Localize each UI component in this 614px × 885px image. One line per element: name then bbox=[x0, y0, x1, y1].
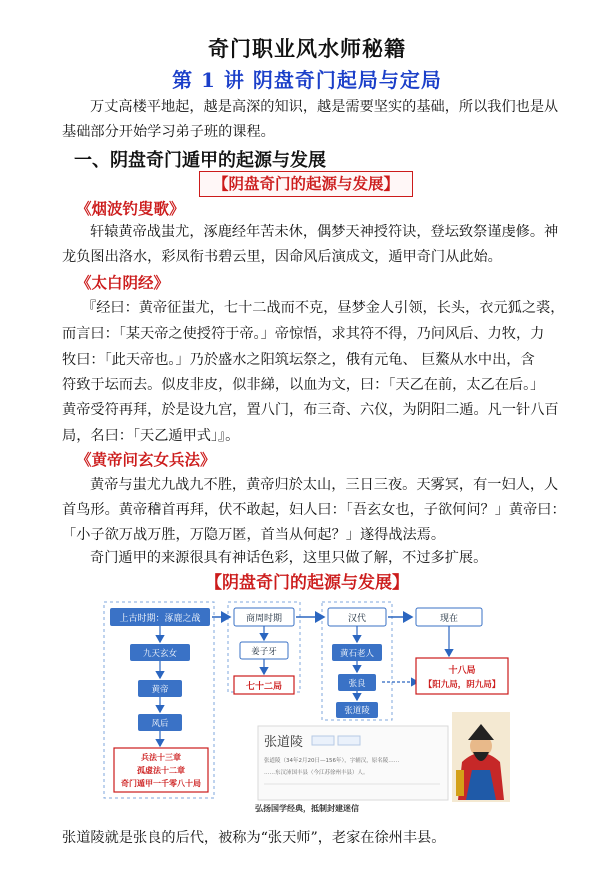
huangdi-text-3: 「小子欲万战万胜，万隐万匿，首当从何起？」遂得战法焉。 bbox=[62, 527, 446, 543]
taibai-text-4: 符致于坛而去。似皮非皮，似非綈，以血为文，曰：「天乙在前，太乙在后。」 bbox=[62, 377, 545, 393]
xuannv-label: 九天玄女 bbox=[142, 649, 178, 659]
yanbo-text-2: 龙负图出洛水，彩凤衔书碧云里，因命风后演成文，遁甲奇门从此始。 bbox=[62, 249, 502, 265]
intro-line-1: 万丈高楼平地起，越是高深的知识，越是需要坚实的基础，所以我们也是从 bbox=[90, 99, 559, 115]
now-result-2: 【阳九局，阴九局】 bbox=[423, 680, 501, 690]
intro-paragraph-cont bbox=[62, 120, 592, 145]
huangdi-text-1: 黄帝与蚩尤九战九不胜，黄帝归於太山，三日三夜。天雾冥，有一妇人，人 bbox=[90, 477, 559, 493]
intro-paragraph bbox=[62, 95, 592, 120]
stage-ancient-label: 上古时期：涿鹿之战 bbox=[119, 614, 201, 624]
huangdi-text-2: 首鸟形。黄帝稽首再拜，伏不敢起，妇人曰：「吾玄女也，子欲何问？」黄帝曰： bbox=[62, 502, 566, 518]
info-card-tag-2 bbox=[338, 736, 360, 745]
summary-line: 奇门遁甲的来源很具有神话色彩，这里只做了解，不过多扩展。 bbox=[90, 550, 488, 566]
info-card-line-2: ……东汉沛国丰县（今江苏徐州丰县）人。 bbox=[264, 770, 369, 776]
ancient-result-1: 兵法十三章 bbox=[141, 753, 181, 762]
lecture-subtitle: 第 1 讲 阴盘奇门起局与定局 bbox=[172, 68, 442, 92]
info-card-tag bbox=[312, 736, 334, 745]
fenghou-label: 风后 bbox=[151, 719, 169, 729]
origin-diagram bbox=[100, 594, 514, 814]
taibai-text-1: 『经曰：黄帝征蚩尤，七十二战而不克，昼梦金人引领，长头，衣元狐之裘， bbox=[82, 300, 565, 316]
document-title: 奇门职业风水师秘籍 bbox=[208, 36, 406, 61]
stage-shang-label: 商周时期 bbox=[245, 614, 283, 624]
diagram-title: 【阴盘奇门的起源与发展】 bbox=[205, 573, 409, 593]
diagram-footer-credit: 弘扬国学经典，抵制封建迷信 bbox=[255, 804, 359, 813]
ancient-result-3: 奇门遁甲一千零八十局 bbox=[121, 779, 201, 788]
yanbo-text-1: 轩辕黄帝战蚩尤，涿鹿经年苦未休，偶梦天神授符诀，登坛致祭谨虔修。神 bbox=[90, 224, 559, 240]
intro-line-2: 基础部分开始学习弟子班的课程。 bbox=[62, 124, 275, 140]
zhangliang-label: 张良 bbox=[348, 679, 366, 689]
info-card-name: 张道陵 bbox=[264, 735, 304, 750]
taibai-text-2: 而言曰：「某天帝之使授符于帝。」帝惊悟，求其符不得，乃问风后、力牧，力 bbox=[62, 326, 545, 342]
section-heading: 一、阴盘奇门遁甲的起源与发展 bbox=[74, 150, 326, 171]
huangdi-title: 《黄帝问玄女兵法》 bbox=[76, 450, 216, 469]
section-band: 【阴盘奇门的起源与发展】 bbox=[199, 171, 413, 197]
huangshi-label: 黄石老人 bbox=[339, 649, 375, 659]
taibai-text-5: 黄帝受符再拜，於是设九宫，置八门，布三奇、六仪，为阴阳二遁。凡一针八百 bbox=[62, 402, 559, 418]
info-card-line-1: 张道陵（34年2月20日—156年），字辅汉，原名陵…… bbox=[264, 758, 400, 764]
zhangdaoling-portrait bbox=[452, 712, 510, 802]
huangdi-label: 黄帝 bbox=[151, 685, 169, 695]
portrait-sword bbox=[456, 770, 464, 796]
now-result-1: 十八局 bbox=[448, 666, 476, 676]
ancient-result-2: 孤虚法十二章 bbox=[137, 766, 185, 775]
stage-han-label: 汉代 bbox=[347, 614, 367, 624]
shang-result: 七十二局 bbox=[245, 682, 283, 692]
yanbo-title: 《烟波钓叟歌》 bbox=[76, 199, 185, 218]
taibai-text-6: 局，名曰：「天乙遁甲式」』。 bbox=[62, 428, 240, 444]
stage-now-label: 现在 bbox=[439, 614, 459, 624]
zhangdaoling-label: 张道陵 bbox=[344, 706, 370, 716]
taibai-text-3: 牧曰：「此天帝也。」乃於盛水之阳筑坛祭之，俄有元龟、 巨鰲从水中出，含 bbox=[62, 352, 535, 368]
taibai-title: 《太白阴经》 bbox=[76, 273, 170, 292]
bottom-line: 张道陵就是张良的后代，被称为“张天师”，老家在徐州丰县。 bbox=[62, 830, 446, 846]
jiangziya-label: 姜子牙 bbox=[251, 647, 277, 657]
